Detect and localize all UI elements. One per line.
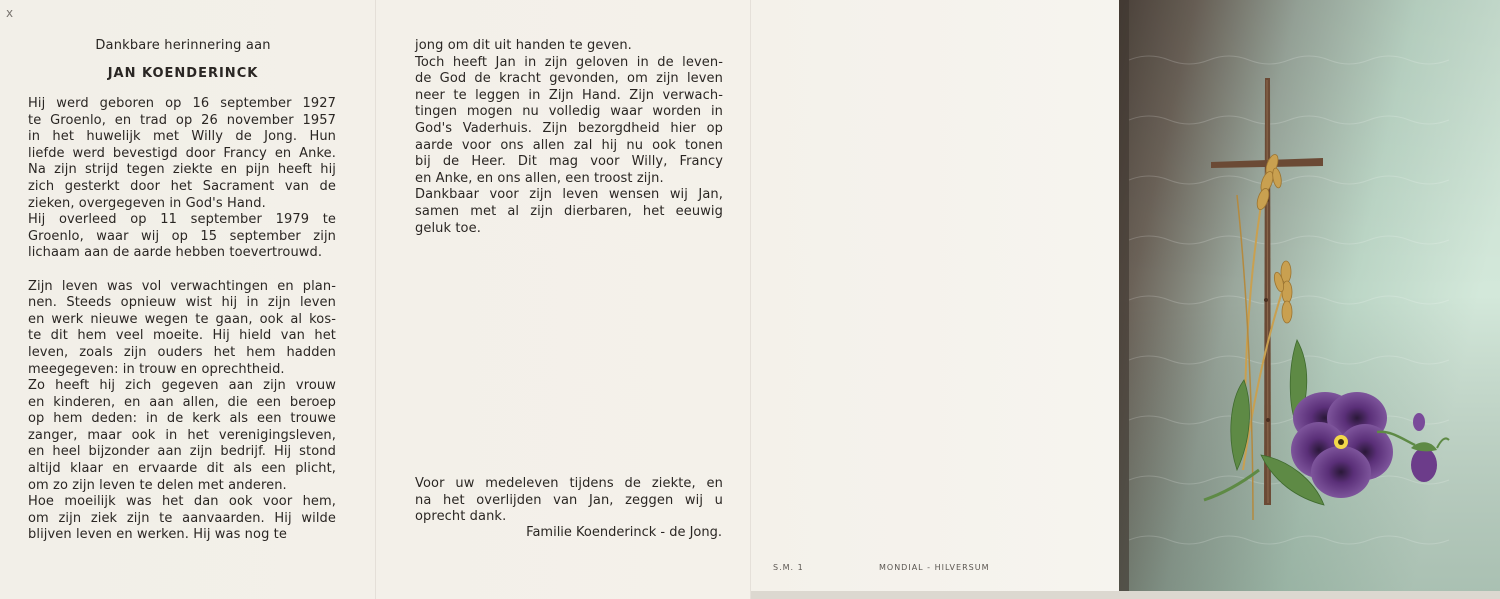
text-line: te dit hem veel moeite. Hij hield van het <box>28 328 336 344</box>
text-line: Na zijn strijd tegen ziekte en pijn heeft hij <box>28 162 336 178</box>
cross-pansy-illustration <box>1119 0 1500 591</box>
text-line: neer te leggen in Zijn Hand. Zijn verwach- <box>415 87 723 103</box>
text-line: altijd klaar en ervaarde dit als een plicht, <box>28 461 336 477</box>
text-line: Groenlo, waar wij op 15 september zijn <box>28 228 336 244</box>
text-line: Hoe moeilijk was het dan ook voor hem, <box>28 494 336 510</box>
text-line: Voor uw medeleven tijdens de ziekte, en <box>415 476 723 491</box>
family-signature: Familie Koenderinck - de Jong. <box>526 525 722 540</box>
fold-line <box>750 0 751 599</box>
text-line: zich gesterkt door het Sacrament van de <box>28 178 336 194</box>
text-line: zieken, overgegeven in God's Hand. <box>28 195 266 211</box>
text-line: liefde werd bevestigd door Francy en Anke. <box>28 145 336 161</box>
text-line: jong om dit uit handen te geven. <box>415 38 632 53</box>
biography-text <box>28 96 336 544</box>
text-line: tingen mogen nu volledig waar worden in <box>415 104 723 120</box>
text-line: Zijn leven was vol verwachtingen en plan- <box>28 278 336 294</box>
text-line: na het overlijden van Jan, zeggen wij u <box>415 492 723 508</box>
text-line: Hij werd geboren op 16 september 1927 <box>28 96 336 111</box>
text-line: om zo zijn leven te delen met anderen. <box>28 477 287 493</box>
text-line: aarde voor ons allen zal hij nu ook tonen <box>415 137 723 153</box>
corner-pencil-mark: x <box>6 6 14 20</box>
text-line: God's Vaderhuis. Zijn bezorgdheid hier op <box>415 120 723 136</box>
text-line: en werk nieuwe wegen te gaan, ook al kos- <box>28 311 336 327</box>
text-line: te Groenlo, en trad op 26 november 1957 <box>28 112 336 128</box>
text-line: in het huwelijk met Willy de Jong. Hun <box>28 129 336 145</box>
text-line: zanger, maar ook in het verenigingsleven, <box>28 427 336 443</box>
print-code: S.M. 1 <box>773 563 804 572</box>
text-line: samen met al zijn dierbaren, het eeuwig <box>415 203 723 219</box>
paragraph-gap <box>28 262 336 279</box>
card-edge <box>751 591 1500 599</box>
text-line: Toch heeft Jan in zijn geloven in de leven- <box>415 54 723 70</box>
text-line: bij de Heer. Dit mag voor Willy, Francy <box>415 154 723 170</box>
deceased-name: JAN KOENDERINCK <box>107 66 259 81</box>
card-heading: Dankbare herinnering aan <box>95 38 271 53</box>
text-line: op hem deden: in de kerk als een trouwe <box>28 411 336 427</box>
text-line: blijven leven en werken. Hij was nog te <box>28 527 287 543</box>
thanks-text <box>415 476 723 526</box>
text-line: leven, zoals zijn ouders het hem hadden <box>28 344 336 360</box>
text-line: en heel bijzonder aan zijn bedrijf. Hij stond <box>28 444 336 460</box>
text-line: meegegeven: in trouw en oprechtheid. <box>28 361 285 377</box>
text-line: de God de kracht gevonden, om zijn leven <box>415 71 723 87</box>
text-line: en Anke, en ons allen, een troost zijn. <box>415 170 664 186</box>
text-line: Dankbaar voor zijn leven wensen wij Jan, <box>415 187 723 203</box>
text-line: geluk toe. <box>415 220 481 236</box>
text-line: nen. Steeds opnieuw wist hij in zijn leven <box>28 295 336 311</box>
text-line: en kinderen, en aan allen, die een beroep <box>28 394 336 410</box>
text-line: Hij overleed op 11 september 1979 te <box>28 212 336 228</box>
text-line: lichaam aan de aarde hebben toevertrouwd. <box>28 245 323 261</box>
text-line: oprecht dank. <box>415 509 507 525</box>
text-line: om zijn ziek zijn te aanvaarden. Hij wilde <box>28 510 336 526</box>
text-line: Zo heeft hij zich gegeven aan zijn vrouw <box>28 378 336 394</box>
printer-name: MONDIAL - HILVERSUM <box>879 563 990 572</box>
continuation-text <box>415 38 723 237</box>
